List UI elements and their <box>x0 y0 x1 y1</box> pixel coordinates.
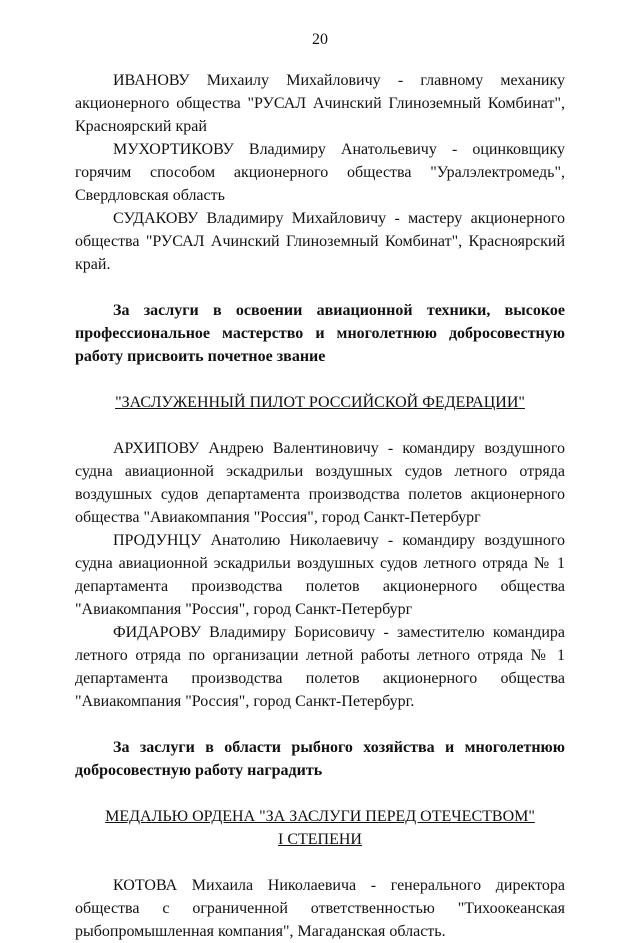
award-entry: ПРОДУНЦУ Анатолию Николаевичу - командиру воздушного судна авиационной эскадрильи воздушных судов летного отряда № 1 департамента производства полетов акционерного общества "Авиакомпания "Россия", город Санкт-Петербург <box>75 532 565 618</box>
spacer <box>75 851 565 874</box>
spacer <box>75 782 565 805</box>
honorary-title: "ЗАСЛУЖЕННЫЙ ПИЛОТ РОССИЙСКОЙ ФЕДЕРАЦИИ" <box>115 394 525 411</box>
page-number: 20 <box>312 31 328 48</box>
award-entry: АРХИПОВУ Андрею Валентиновичу - командиру воздушного судна авиационной эскадрильи воздушных судов летного отряда воздушных судов департамента производства полетов акционерного общества "Авиакомпания "Россия", город Санкт-Петербург <box>75 440 565 526</box>
award-entry: КОТОВА Михаила Николаевича - генерального директора общества с ограниченной ответственностью "Тихоокеанская рыбопромышленная компания", Магаданская область. <box>75 877 565 940</box>
spacer <box>75 414 565 437</box>
award-entry: ФИДАРОВУ Владимиру Борисовичу - заместителю командира летного отряда по организации летной работы летного отряда № 1 департамента производства полетов акционерного общества "Авиакомпания "Россия", город Санкт-Петербург. <box>75 624 565 710</box>
decree-heading: За заслуги в области рыбного хозяйства и многолетнюю добросовестную работу наградить <box>75 739 565 779</box>
spacer <box>75 276 565 299</box>
medal-title-line1: МЕДАЛЬЮ ОРДЕНА "ЗА ЗАСЛУГИ ПЕРЕД ОТЕЧЕСТВОМ" <box>105 808 535 825</box>
award-entry: ИВАНОВУ Михаилу Михайловичу - главному механику акционерного общества "РУСАЛ Ачинский Глиноземный Комбинат", Красноярский край <box>75 72 565 135</box>
document-body <box>75 69 565 943</box>
spacer <box>75 368 565 391</box>
spacer <box>75 713 565 736</box>
award-entry: СУДАКОВУ Владимиру Михайловичу - мастеру акционерного общества "РУСАЛ Ачинский Глиноземный Комбинат", Красноярский край. <box>75 210 565 273</box>
medal-title-line2: I СТЕПЕНИ <box>278 831 362 848</box>
decree-heading: За заслуги в освоении авиационной техники, высокое профессиональное мастерство и многолетнюю добросовестную работу присвоить почетное звание <box>75 302 565 365</box>
award-entry: МУХОРТИКОВУ Владимиру Анатольевичу - оцинковщику горячим способом акционерного общества "Уралэлектромедь", Свердловская область <box>75 141 565 204</box>
